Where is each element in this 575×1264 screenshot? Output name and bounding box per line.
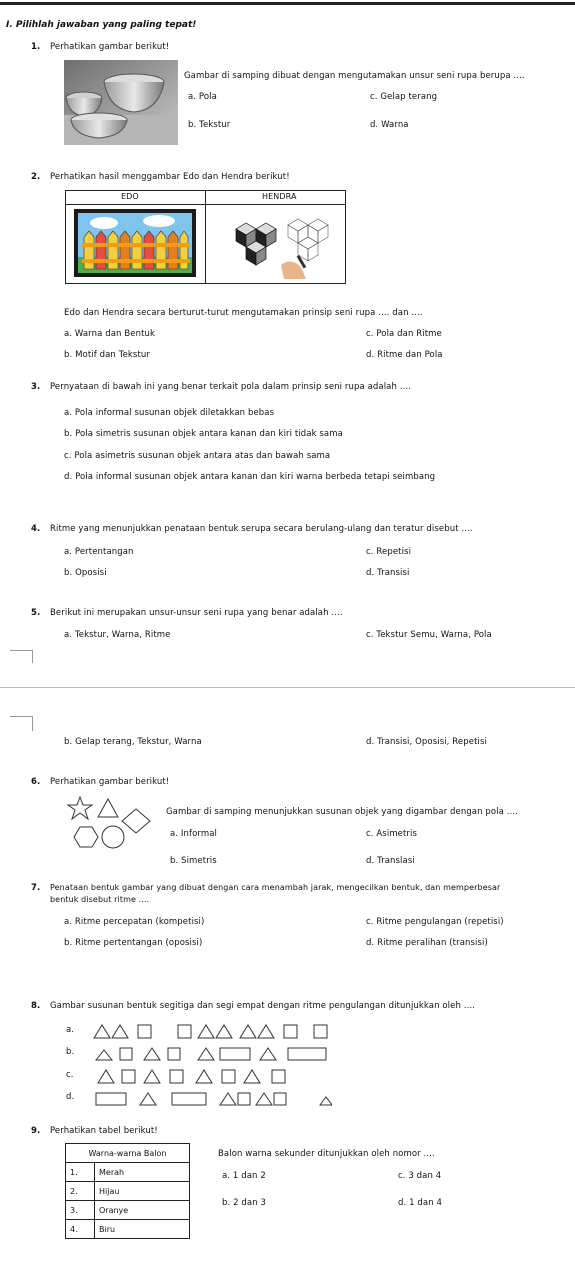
q3-option-b[interactable]: b. Pola simetris susunan objek antara kanan dan kiri tidak sama [64, 429, 343, 439]
table-row: 2. Hijau [66, 1182, 190, 1201]
q9-option-a[interactable]: a. 1 dan 2 [222, 1171, 266, 1181]
top-rule [0, 2, 575, 5]
table-row: 3. Oranye [66, 1201, 190, 1220]
q1-option-a[interactable]: a. Pola [188, 92, 217, 102]
q2-option-d[interactable]: d. Ritme dan Pola [366, 350, 443, 360]
q8-option-a[interactable]: a. [66, 1025, 75, 1035]
q5-text: Berikut ini merupakan unsur-unsur seni rupa yang benar adalah .... [50, 608, 343, 618]
table-row: 4. Biru [66, 1220, 190, 1239]
q4-option-a[interactable]: a. Pertentangan [64, 547, 134, 557]
q9-description: Balon warna sekunder ditunjukkan oleh nomor .... [218, 1149, 435, 1159]
q5-option-a[interactable]: a. Tekstur, Warna, Ritme [64, 630, 171, 640]
q7-option-c[interactable]: c. Ritme pengulangan (repetisi) [366, 917, 504, 927]
q2-option-b[interactable]: b. Motif dan Tekstur [64, 350, 150, 360]
q6-option-a[interactable]: a. Informal [170, 829, 217, 839]
edo-fence-drawing [74, 209, 196, 277]
q8-number: 8. [31, 1001, 41, 1011]
q7-option-d[interactable]: d. Ritme peralihan (transisi) [366, 938, 488, 948]
q5-option-b[interactable]: b. Gelap terang, Tekstur, Warna [64, 737, 202, 747]
q2-image-table [65, 190, 346, 284]
edo-label: EDO [121, 192, 139, 201]
q2-stem: Edo dan Hendra secara berturut-turut mengutamakan prinsip seni rupa .... dan .... [64, 308, 423, 318]
q6-number: 6. [31, 777, 41, 787]
q7-option-a[interactable]: a. Ritme percepatan (kompetisi) [64, 917, 205, 927]
table-title: Warna-warna Balon [66, 1144, 190, 1163]
q2-option-c[interactable]: c. Pola dan Ritme [366, 329, 442, 339]
q5-number: 5. [31, 608, 41, 618]
q3-option-c[interactable]: c. Pola asimetris susunan objek antara atas dan bawah sama [64, 451, 331, 461]
q6-option-b[interactable]: b. Simetris [170, 856, 217, 866]
q8-shapes-option-b[interactable] [92, 1044, 332, 1062]
q9-option-d[interactable]: d. 1 dan 4 [398, 1198, 443, 1208]
q8-shapes-option-c[interactable] [92, 1067, 332, 1085]
q6-option-c[interactable]: c. Asimetris [366, 829, 418, 839]
section-header: I. Pilihlah jawaban yang paling tepat! [6, 20, 197, 30]
q1-option-d[interactable]: d. Warna [370, 120, 409, 130]
q4-number: 4. [31, 524, 41, 534]
balloon-color-table [65, 1143, 190, 1239]
q1-option-b[interactable]: b. Tekstur [188, 120, 231, 130]
q7-text: Penataan bentuk gambar yang dibuat dengan cara menambah jarak, mengecilkan bentuk, dan memperbesar [50, 883, 501, 892]
q4-option-c[interactable]: c. Repetisi [366, 547, 412, 557]
q8-shapes-option-d[interactable] [92, 1089, 332, 1107]
q8-shapes-option-a[interactable] [92, 1022, 332, 1040]
q5-option-c[interactable]: c. Tekstur Semu, Warna, Pola [366, 630, 492, 640]
q6-text: Perhatikan gambar berikut! [50, 777, 170, 787]
page-separator [0, 687, 575, 688]
q3-option-d[interactable]: d. Pola informal susunan objek antara kanan dan kiri warna berbeda tetapi seimbang [64, 472, 436, 482]
q4-text: Ritme yang menunjukkan penataan bentuk serupa secara berulang-ulang dan teratur disebut .... [50, 524, 473, 534]
q6-option-d[interactable]: d. Translasi [366, 856, 415, 866]
q2-number: 2. [31, 172, 41, 182]
page-corner-mark-top [10, 650, 33, 663]
q6-description: Gambar di samping menunjukkan susunan objek yang digambar dengan pola .... [166, 807, 518, 817]
q8-text: Gambar susunan bentuk segitiga dan segi empat dengan ritme pengulangan ditunjukkan oleh .... [50, 1001, 475, 1011]
q9-text: Perhatikan tabel berikut! [50, 1126, 158, 1136]
q7-text-continued: bentuk disebut ritme .... [50, 895, 150, 904]
q8-option-b[interactable]: b. [66, 1047, 75, 1057]
q1-number: 1. [31, 42, 41, 52]
q1-description: Gambar di samping dibuat dengan mengutamakan unsur seni rupa berupa .... [184, 71, 525, 81]
q7-number: 7. [31, 883, 41, 893]
q9-option-c[interactable]: c. 3 dan 4 [398, 1171, 442, 1181]
q1-text: Perhatikan gambar berikut! [50, 42, 170, 52]
q8-option-c[interactable]: c. [66, 1070, 74, 1080]
q2-text: Perhatikan hasil menggambar Edo dan Hendra berikut! [50, 172, 290, 182]
q4-option-b[interactable]: b. Oposisi [64, 568, 107, 578]
q3-text: Pernyataan di bawah ini yang benar terkait pola dalam prinsip seni rupa adalah .... [50, 382, 411, 392]
q2-option-a[interactable]: a. Warna dan Bentuk [64, 329, 156, 339]
hendra-cubes-drawing [226, 209, 338, 279]
q8-option-d[interactable]: d. [66, 1092, 75, 1102]
q3-number: 3. [31, 382, 41, 392]
q3-option-a[interactable]: a. Pola informal susunan objek diletakkan bebas [64, 408, 275, 418]
hendra-label: HENDRA [262, 192, 297, 201]
q1-option-c[interactable]: c. Gelap terang [370, 92, 438, 102]
q5-option-d[interactable]: d. Transisi, Oposisi, Repetisi [366, 737, 487, 747]
q9-number: 9. [31, 1126, 41, 1136]
page-corner-mark-bottom [10, 716, 33, 731]
table-row: 1. Merah [66, 1163, 190, 1182]
shapes-drawing [66, 793, 162, 859]
q9-option-b[interactable]: b. 2 dan 3 [222, 1198, 267, 1208]
q4-option-d[interactable]: d. Transisi [366, 568, 410, 578]
q7-option-b[interactable]: b. Ritme pertentangan (oposisi) [64, 938, 203, 948]
bowls-drawing [64, 60, 178, 145]
